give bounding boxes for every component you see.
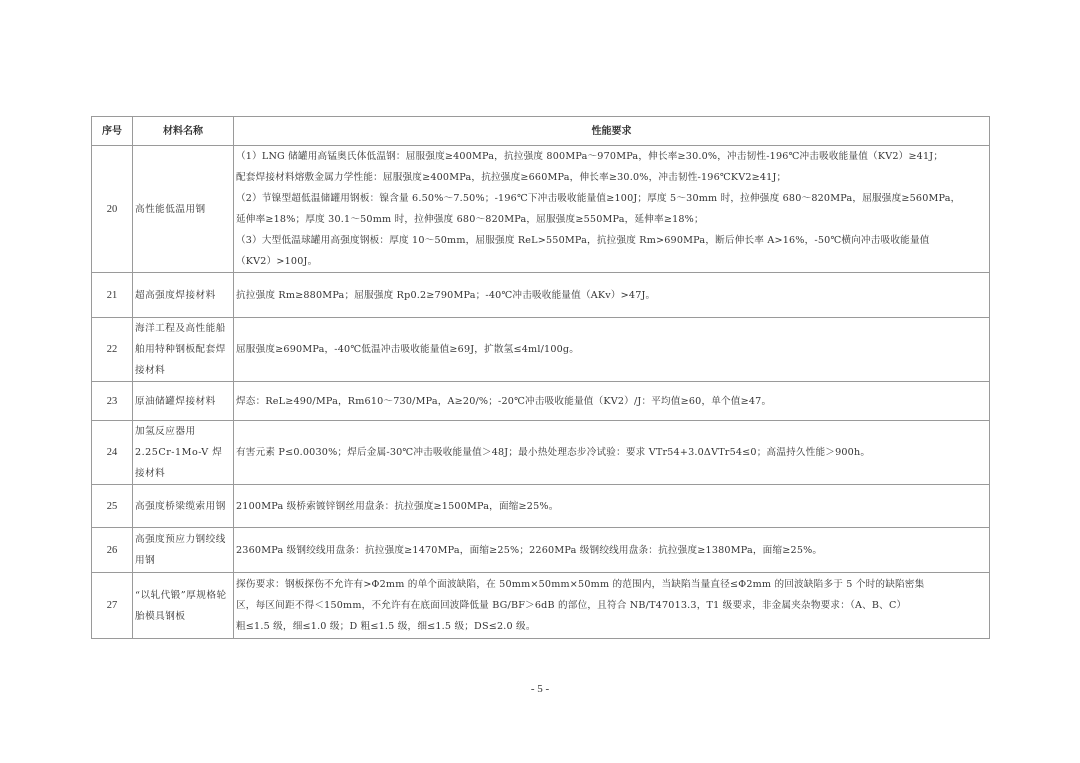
row-index: 21 xyxy=(92,273,133,318)
table-row xyxy=(92,485,990,528)
row-index: 24 xyxy=(92,421,133,485)
row-requirement xyxy=(234,485,990,528)
requirement-line: 焊态：ReL≥490/MPa，Rm610～730/MPa，A≥20/%；-20℃冲击吸收能量值（KV2）/J：平均值≥60，单个值≥47。 xyxy=(236,395,772,407)
header-material-name: 材料名称 xyxy=(133,117,234,146)
row-requirement xyxy=(234,382,990,421)
header-performance-requirement: 性能要求 xyxy=(234,117,990,146)
row-requirement xyxy=(234,573,990,639)
row-material-name: 原油储罐焊接材料 xyxy=(133,382,234,421)
header-index: 序号 xyxy=(92,117,133,146)
row-index: 27 xyxy=(92,573,133,639)
requirement-line: （3）大型低温球罐用高强度钢板：厚度 10～50mm，屈服强度 ReL>550MPa，抗拉强度 Rm>690MPa，断后伸长率 A>16%，-50℃横向冲击吸收能量值 xyxy=(236,235,930,246)
row-material-name: “以轧代锻”厚规格轮胎模具钢板 xyxy=(133,573,234,639)
requirement-line: （1）LNG 储罐用高锰奥氏体低温钢：屈服强度≥400MPa，抗拉强度 800MPa～970MPa，伸长率≥30.0%，冲击韧性-196℃冲击吸收能量值（KV2）≥41J； xyxy=(236,151,944,162)
requirement-line: 探伤要求：钢板探伤不允许有>Φ2mm 的单个面波缺陷，在 50mm×50mm×50mm 的范围内，当缺陷当量直径≤Φ2mm 的回波缺陷多于 5 个时的缺陷密集 xyxy=(236,579,925,590)
row-material-name: 海洋工程及高性能船舶用特种钢板配套焊接材料 xyxy=(133,318,234,382)
table-row xyxy=(92,573,990,639)
table-row xyxy=(92,421,990,485)
row-index: 26 xyxy=(92,528,133,573)
requirement-line: 2100MPa 级桥索镀锌钢丝用盘条：抗拉强度≥1500MPa，面缩≥25%。 xyxy=(236,500,559,512)
requirement-line: 有害元素 P≤0.0030%；焊后金属-30℃冲击吸收能量值＞48J；最小热处理态步冷试验：要求 VTr54+3.0ΔVTr54≤0；高温持久性能＞900h。 xyxy=(236,447,871,458)
table-header-row xyxy=(92,117,990,146)
row-material-name: 超高强度焊接材料 xyxy=(133,273,234,318)
requirement-line: 抗拉强度 Rm≥880MPa；屈服强度 Rp0.2≥790MPa；-40℃冲击吸收能量值（AKv）>47J。 xyxy=(236,289,656,301)
row-index: 23 xyxy=(92,382,133,421)
requirement-line: 2360MPa 级钢绞线用盘条：抗拉强度≥1470MPa，面缩≥25%；2260MPa 级钢绞线用盘条：抗拉强度≥1380MPa，面缩≥25%。 xyxy=(236,544,823,556)
row-requirement xyxy=(234,528,990,573)
row-index: 20 xyxy=(92,146,133,273)
requirement-line: 延伸率≥18%；厚度 30.1～50mm 时，拉伸强度 680～820MPa，屈服强度≥550MPa，延伸率≥18%； xyxy=(236,214,704,225)
row-material-name: 高性能低温用钢 xyxy=(133,146,234,273)
table-row xyxy=(92,382,990,421)
row-requirement xyxy=(234,273,990,318)
row-material-name: 高强度预应力钢绞线用钢 xyxy=(133,528,234,573)
page-number: - 5 - xyxy=(530,683,550,695)
requirement-line: （2）节镍型超低温储罐用钢板：镍含量 6.50%～7.50%；-196℃下冲击吸收能量值≥100J；厚度 5～30mm 时，拉伸强度 680～820MPa，屈服强度≥560MPa， xyxy=(236,193,961,204)
material-requirements-table xyxy=(91,116,990,639)
row-material-name: 高强度桥梁缆索用钢 xyxy=(133,485,234,528)
row-material-name: 加氢反应器用 2.25Cr-1Mo-V 焊接材料 xyxy=(133,421,234,485)
table-row xyxy=(92,273,990,318)
requirement-line: 粗≤1.5 级，细≤1.0 级；D 粗≤1.5 级，细≤1.5 级；DS≤2.0 级。 xyxy=(236,621,536,632)
row-index: 22 xyxy=(92,318,133,382)
requirement-line: 配套焊接材料熔敷金属力学性能：屈服强度≥400MPa，抗拉强度≥660MPa，伸长率≥30.0%，冲击韧性-196℃KV2≥41J； xyxy=(236,172,787,183)
table-row xyxy=(92,146,990,273)
row-requirement xyxy=(234,146,990,273)
table-row xyxy=(92,528,990,573)
row-requirement xyxy=(234,421,990,485)
row-index: 25 xyxy=(92,485,133,528)
requirement-line: （KV2）>100J。 xyxy=(236,256,318,267)
row-requirement xyxy=(234,318,990,382)
requirement-line: 屈服强度≥690MPa，-40℃低温冲击吸收能量值≥69J，扩散氢≤4ml/100g。 xyxy=(236,344,580,355)
requirement-line: 区，每区间距不得＜150mm，不允许有在底面回波降低量 BG/BF＞6dB 的部位，且符合 NB/T47013.3，T1 级要求，非金属夹杂物要求：（A、B、C） xyxy=(236,600,907,611)
table-row xyxy=(92,318,990,382)
